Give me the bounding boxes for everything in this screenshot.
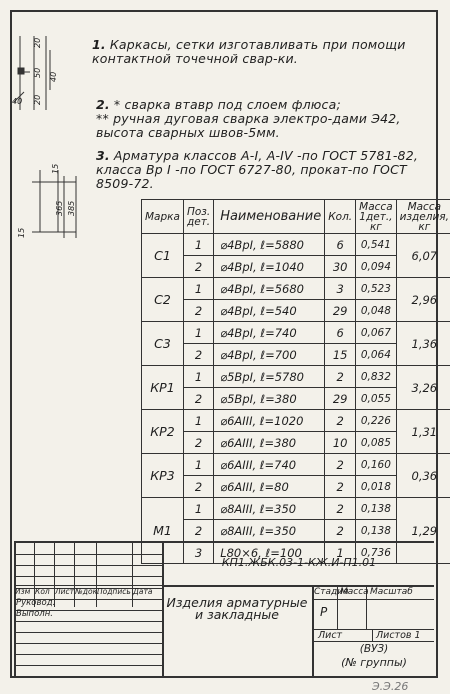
header-qty: Кол. [325,200,356,234]
plate-dim-4: 385 [67,200,76,216]
header-pos: Поз. дет. [183,200,213,234]
cell-qty: 10 [325,432,356,454]
cell-mass: 0,541 [356,234,396,256]
title-block-row-label: Выполн. [16,609,53,619]
title-block [14,541,434,677]
cell-mark: С1 [142,234,184,278]
organization: (ВУЗ) [359,643,389,655]
plate-dim-3: 365 [55,200,64,216]
cell-pos: 1 [183,454,213,476]
table-row [142,366,450,388]
note-2-number: 2. [96,97,110,112]
cell-pos: 1 [183,410,213,432]
stage-label: Стадия [314,587,349,597]
mass-label: Масса [340,587,369,597]
specification-table [141,199,450,564]
cell-mark: КР2 [142,410,184,454]
group-number: (№ группы) [341,656,407,669]
scale-label: Масштаб [370,587,413,597]
cell-qty: 6 [325,322,356,344]
cell-mark: С3 [142,322,184,366]
cell-qty: 2 [325,476,356,498]
cell-mass: 0,523 [356,278,396,300]
cell-qty: 2 [325,410,356,432]
plate-dim-2: 15 [17,227,26,238]
cell-mass: 0,094 [356,256,396,278]
table-row [142,322,450,344]
cell-total-mass: 1,29 [396,498,450,564]
table-row [142,278,450,300]
cell-mark: КР1 [142,366,184,410]
cell-mass: 0,067 [356,322,396,344]
note-1-number: 1. [92,37,106,52]
note-1 [92,38,422,66]
table-body [142,234,450,564]
document-code: КП1.ЖБК.03-1-КЖ.И-П1.01 [221,556,377,569]
cell-name: ⌀4ВрI, ℓ=540 [214,300,325,322]
note-1-text: Каркасы, сетки изготавливать при помощи контактной точечной свар-ки. [92,37,406,66]
table-row [142,410,450,432]
drawing-title: Изделия арматурные и закладные [166,595,308,622]
weld-dim-1: 20 [33,37,42,48]
weld-dim-5: 40 [12,97,23,106]
cell-mass: 0,085 [356,432,396,454]
title-block-col-header: Лист [55,587,75,596]
cell-name: ⌀4ВрI, ℓ=1040 [214,256,325,278]
cell-pos: 2 [183,432,213,454]
cell-pos: 1 [183,278,213,300]
plate-sketch [18,160,98,250]
cell-qty: 29 [325,300,356,322]
cell-qty: 2 [325,498,356,520]
cell-qty: 3 [325,278,356,300]
cell-name: ⌀8АIII, ℓ=350 [214,520,325,542]
cell-name: ⌀4ВрI, ℓ=700 [214,344,325,366]
stage-value: Р [320,605,328,619]
cell-total-mass: 0,36 [396,454,450,498]
cell-name: L80×6, ℓ=100 [214,542,325,564]
table-row [142,454,450,476]
cell-name: ⌀8АIII, ℓ=350 [214,498,325,520]
header-name: Наименование [214,200,325,234]
cell-qty: 29 [325,388,356,410]
cell-total-mass: 3,26 [396,366,450,410]
cell-mass: 0,138 [356,520,396,542]
cell-mass: 0,138 [356,498,396,520]
cell-name: ⌀5ВрI, ℓ=380 [214,388,325,410]
table-header-row [142,200,450,234]
title-block-col-header: №док. [75,587,100,596]
cell-mass: 0,048 [356,300,396,322]
cell-mass: 0,018 [356,476,396,498]
cell-name: ⌀6АIII, ℓ=740 [214,454,325,476]
cell-total-mass: 2,96 [396,278,450,322]
cell-qty: 15 [325,344,356,366]
cell-pos: 2 [183,256,213,278]
cell-mass: 0,226 [356,410,396,432]
title-block-col-header: Кол [35,587,50,596]
cell-qty: 2 [325,520,356,542]
cell-qty: 2 [325,454,356,476]
note-3 [96,149,422,191]
cell-mass: 0,736 [356,542,396,564]
plate-dim-1: 15 [51,163,60,174]
header-mark: Марка [142,200,184,234]
cell-name: ⌀6АIII, ℓ=380 [214,432,325,454]
cell-name: ⌀4ВрI, ℓ=740 [214,322,325,344]
table-row [142,498,450,520]
cell-mass: 0,160 [356,454,396,476]
cell-total-mass: 1,36 [396,322,450,366]
cell-mass: 0,064 [356,344,396,366]
cell-mark: С2 [142,278,184,322]
title-block-row-label: Руковод. [16,598,56,608]
cell-qty: 6 [325,234,356,256]
cell-name: ⌀4ВрI, ℓ=5680 [214,278,325,300]
cell-pos: 2 [183,344,213,366]
note-2 [96,84,421,140]
cell-pos: 1 [183,322,213,344]
cell-name: ⌀5ВрI, ℓ=5780 [214,366,325,388]
cell-name: ⌀6АIII, ℓ=80 [214,476,325,498]
cell-qty: 30 [325,256,356,278]
corner-mark: Э.Э.26 [372,680,409,693]
cell-pos: 1 [183,498,213,520]
cell-total-mass: 1,31 [396,410,450,454]
cell-mass: 0,055 [356,388,396,410]
title-block-col-header: Подпись [97,587,131,596]
weld-dim-4: 20 [33,94,42,105]
weld-dim-2: 50 [33,67,42,78]
cell-pos: 1 [183,234,213,256]
cell-pos: 2 [183,476,213,498]
weld-sketch [10,30,70,125]
cell-name: ⌀6АIII, ℓ=1020 [214,410,325,432]
sheet-label: Лист [318,630,343,641]
note-3-number: 3. [96,148,110,163]
cell-total-mass: 6,07 [396,234,450,278]
cell-pos: 2 [183,388,213,410]
header-mass-unit: Масса 1дет., кг [356,200,396,234]
sheets-label: Листов 1 [376,630,421,641]
note-3-text: Арматура классов А-I, А-IV -по ГОСТ 5781-82, класса Вр I -по ГОСТ 6727-80, прокат-по ГОСТ 8509-72. [96,148,419,191]
cell-pos: 1 [183,366,213,388]
cell-pos: 2 [183,300,213,322]
title-block-col-header: Дата [133,587,153,596]
cell-mark: КР3 [142,454,184,498]
note-2-text: * сварка втавр под слоем флюса; ** ручная дуговая сварка электро-дами Э42, высота сварных швов-5мм. [96,97,401,140]
cell-pos: 2 [183,520,213,542]
header-mass-total: Масса изделия, кг [396,200,450,234]
cell-pos: 3 [183,542,213,564]
cell-qty: 2 [325,366,356,388]
cell-mark: М1 [142,498,184,564]
cell-qty: 1 [325,542,356,564]
cell-name: ⌀4ВрI, ℓ=5880 [214,234,325,256]
weld-dim-3: 40 [49,71,58,82]
cell-mass: 0,832 [356,366,396,388]
table-row [142,234,450,256]
title-block-col-header: Изм [15,587,31,596]
